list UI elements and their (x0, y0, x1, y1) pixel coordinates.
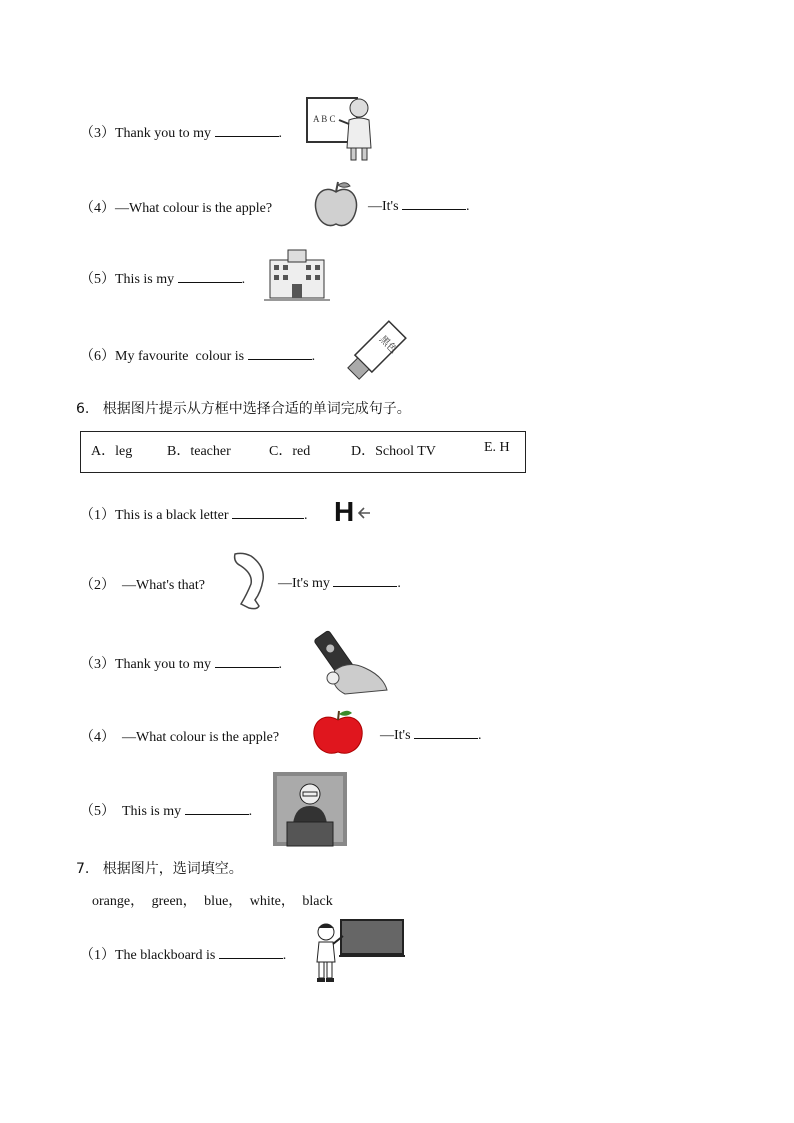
q6-item-3: （3）Thank you to my . (80, 657, 283, 672)
hand-holding-remote-illustration (305, 630, 389, 696)
section-6-heading: 6. 根据图片提示从方框中选择合适的单词完成句子。 (76, 401, 411, 417)
answer-blank[interactable] (215, 124, 279, 137)
answer-blank[interactable] (333, 574, 397, 587)
word-options-box (80, 431, 526, 473)
q6-item-5: （5） This is my . (80, 804, 253, 819)
red-apple-illustration (310, 708, 366, 756)
option-a: A．leg (91, 444, 133, 459)
option-d: D．School TV (351, 444, 436, 459)
q5-item-5: （5）This is my . (80, 272, 246, 287)
q5-item-4-answer: —It's . (368, 199, 470, 214)
answer-blank[interactable] (185, 802, 249, 815)
q6-item-4: （4） —What colour is the apple? (80, 730, 280, 745)
answer-blank[interactable] (414, 726, 478, 739)
option-c: C．red (269, 444, 311, 459)
boy-at-blackboard-illustration (313, 918, 409, 984)
apple-grey-illustration (313, 180, 359, 228)
answer-blank[interactable] (402, 197, 466, 210)
q6-item-2-answer: —It's my . (278, 576, 401, 591)
answer-blank[interactable] (215, 655, 279, 668)
leg-illustration (229, 550, 273, 612)
q5-item-6: （6）My favourite colour is . (80, 349, 316, 364)
tv-presenter-illustration (273, 772, 347, 846)
tube-label: 黑色 (376, 333, 399, 356)
q6-item-2: （2） —What's that? (80, 578, 205, 593)
arrow-left-icon (356, 506, 372, 520)
item-text: Thank you to my (115, 126, 212, 141)
answer-blank[interactable] (232, 506, 304, 519)
word-bank: orange， green， blue， white， black (92, 894, 333, 909)
q5-item-4: （4）—What colour is the apple? (80, 201, 273, 216)
q5-item-3: （3）Thank you to my . (80, 126, 283, 141)
item-number: （3） (80, 126, 115, 141)
q6-item-4-answer: —It's . (380, 728, 482, 743)
teacher-at-board-illustration (305, 96, 377, 162)
section-7-heading: 7. 根据图片，选词填空。 (76, 861, 243, 877)
letter-h-glyph: H (334, 496, 355, 527)
answer-blank[interactable] (178, 270, 242, 283)
paint-tube-illustration (342, 318, 406, 388)
q7-item-1: （1）The blackboard is . (80, 948, 287, 963)
option-e: E. H (484, 440, 510, 455)
board-text: A B C (313, 114, 336, 124)
option-b: B．teacher (167, 444, 231, 459)
answer-blank[interactable] (248, 347, 312, 360)
answer-blank[interactable] (219, 946, 283, 959)
school-building-illustration (264, 246, 330, 304)
q6-item-1: （1）This is a black letter . (80, 508, 308, 523)
